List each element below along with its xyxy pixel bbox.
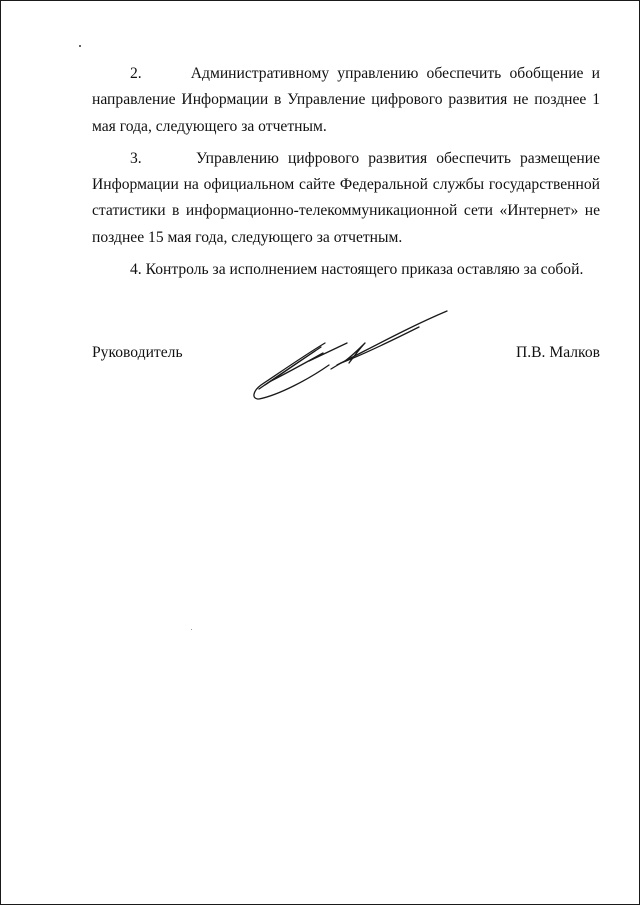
paragraph-4: 4. Контроль за исполнением настоящего приказа оставляю за собой. [130,261,584,279]
handwritten-signature [249,303,454,407]
signer-role: Руководитель [92,344,183,361]
order-body [92,61,600,283]
paragraph-3: 3. Управлению цифрового развития обеспечить размещение Информации на официальном сайте Федеральной службы государственной статистики в информационно-телекоммуникационной сети «Интернет» не позднее 15 мая года, следующего за отчетным. [92,149,600,246]
scan-mark [79,45,81,47]
signer-name: П.В. Малков [515,344,600,361]
scan-speck [191,629,192,630]
paragraph-2: 2. Административному управлению обеспечить обобщение и направление Информации в Управление цифрового развития не позднее 1 мая года, следующего за отчетным. [92,65,600,135]
